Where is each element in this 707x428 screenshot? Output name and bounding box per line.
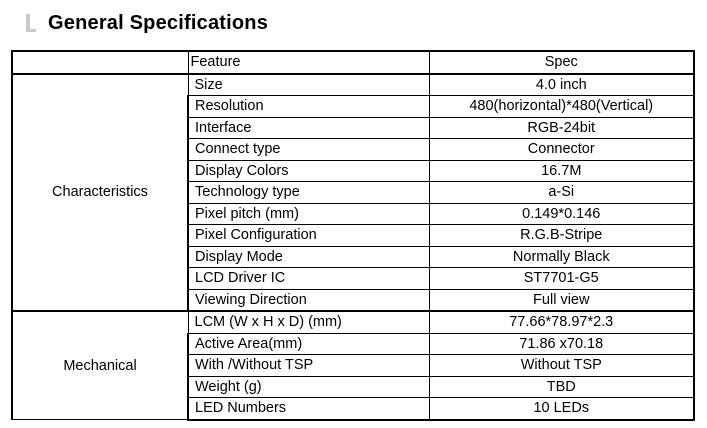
spec-cell: 0.149*0.146 <box>429 203 694 225</box>
feature-cell: With /Without TSP <box>188 355 429 377</box>
spec-cell: 10 LEDs <box>429 398 694 420</box>
spec-cell: 77.66*78.97*2.3 <box>429 311 694 333</box>
feature-cell: Interface <box>188 117 429 139</box>
spec-cell: a-Si <box>429 182 694 204</box>
feature-cell: Weight (g) <box>188 376 429 398</box>
table-header-row <box>12 51 694 74</box>
feature-cell: LCD Driver IC <box>188 268 429 290</box>
feature-cell: LED Numbers <box>188 398 429 420</box>
spec-cell: 4.0 inch <box>429 74 694 96</box>
feature-cell: Resolution <box>188 96 429 118</box>
table-row <box>12 311 694 333</box>
feature-column-header: Feature <box>188 51 429 74</box>
group-column-header <box>12 51 188 74</box>
spec-cell: TBD <box>429 376 694 398</box>
section-heading <box>22 8 268 38</box>
table-body <box>12 74 694 420</box>
group-label: Mechanical <box>12 311 188 420</box>
feature-cell: Active Area(mm) <box>188 333 429 355</box>
spec-cell: RGB-24bit <box>429 117 694 139</box>
spec-cell: Full view <box>429 289 694 311</box>
spec-cell: 71.86 x70.18 <box>429 333 694 355</box>
specifications-table <box>11 50 695 421</box>
feature-cell: Connect type <box>188 139 429 161</box>
feature-cell: Display Mode <box>188 246 429 268</box>
feature-cell: LCM (W x H x D) (mm) <box>188 311 429 333</box>
spec-cell: Without TSP <box>429 355 694 377</box>
feature-cell: Display Colors <box>188 160 429 182</box>
spec-cell: ST7701-G5 <box>429 268 694 290</box>
group-label: Characteristics <box>12 74 188 312</box>
feature-cell: Pixel Configuration <box>188 225 429 247</box>
spec-column-header: Spec <box>429 51 694 74</box>
table-row <box>12 74 694 96</box>
page-title: General Specifications <box>48 11 269 34</box>
feature-cell: Pixel pitch (mm) <box>188 203 429 225</box>
spec-cell: Normally Black <box>429 246 694 268</box>
spec-cell: 480(horizontal)*480(Vertical) <box>429 96 694 118</box>
feature-cell: Size <box>188 74 429 96</box>
spec-cell: R.G.B-Stripe <box>429 225 694 247</box>
corner-bracket-icon <box>22 12 36 34</box>
spec-cell: 16.7M <box>429 160 694 182</box>
feature-cell: Technology type <box>188 182 429 204</box>
feature-cell: Viewing Direction <box>188 289 429 311</box>
spec-cell: Connector <box>429 139 694 161</box>
